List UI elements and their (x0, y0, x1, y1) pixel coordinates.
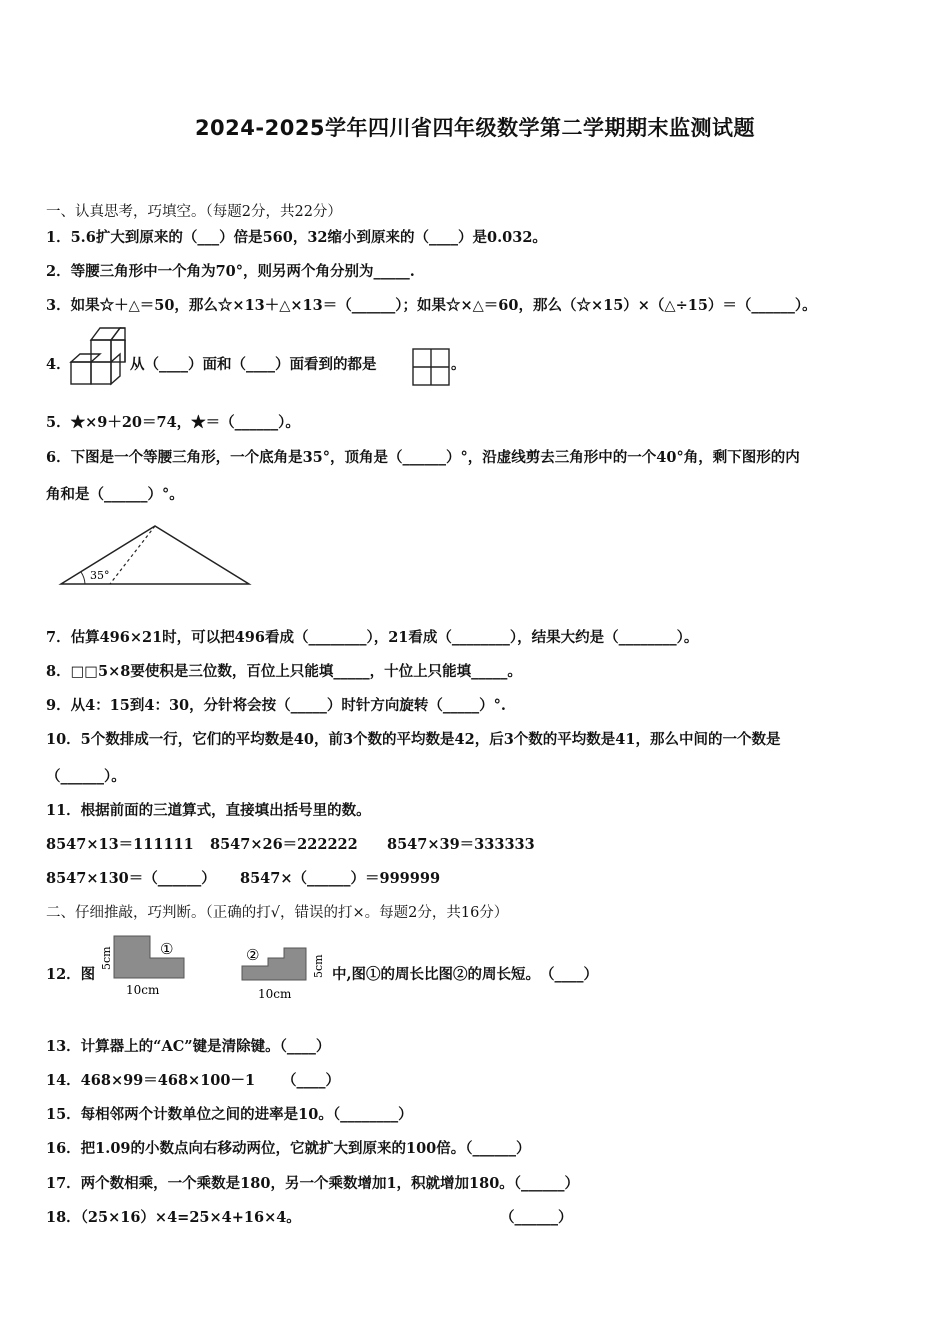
shape-1-label: ① (160, 940, 174, 958)
page-title: 2024-2025学年四川省四年级数学第二学期期末监测试题 (194, 116, 756, 140)
question-16: 16．把1.09的小数点向右移动两位，它就扩大到原来的100倍。（______） (46, 1140, 531, 1157)
shape-2-figure (236, 938, 332, 1004)
question-9: 9．从4：15到4：30，分针将会按（_____）时针方向旋转（_____）°. (46, 697, 506, 714)
question-4-text: 从（____）面和（____）面看到的都是 (130, 356, 377, 373)
shape-1-figure (96, 932, 196, 1002)
equation-row-1-b: 8547×26＝222222 (210, 836, 358, 853)
shape-1-height: 5cm (100, 946, 113, 970)
question-2: 2．等腰三角形中一个角为70°，则另两个角分别为_____. (46, 263, 415, 280)
question-14: 14．468×99＝468×100－1 (46, 1072, 256, 1089)
question-3: 3．如果☆＋△＝50，那么☆×13＋△×13＝（______）；如果☆×△＝60，那么（☆×15）×（△÷15）＝（______）。 (46, 297, 817, 314)
question-12-text: 中,图①的周长比图②的周长短。 （____） (332, 966, 599, 983)
equation-row-1-c: 8547×39＝333333 (387, 836, 535, 853)
equation-row-1-a: 8547×13＝111111 (46, 836, 194, 853)
section-2-header: 二、仔细推敲，巧判断。（正确的打√，错误的打×。每题2分，共16分） (46, 905, 509, 921)
question-12-number: 12．图 (46, 966, 96, 983)
question-1: 1．5.6扩大到原来的（___）倍是560，32缩小到原来的（____）是0.032。 (46, 229, 547, 246)
question-4 (46, 355, 71, 375)
angle-label: 35° (90, 569, 110, 582)
question-4-number: 4． (46, 356, 71, 373)
shape-1-width: 10cm (126, 983, 160, 997)
question-13: 13．计算器上的“AC”键是清除键。（____） (46, 1038, 331, 1055)
question-6-line-2: 角和是（______）°。 (46, 486, 184, 503)
question-17: 17．两个数相乘，一个乘数是180，另一个乘数增加1，积就增加180。（______） (46, 1175, 580, 1192)
question-5: 5．★×9＋20＝74，★＝（______）。 (46, 414, 300, 431)
question-18-answer: （______） (500, 1209, 573, 1226)
cube-stack-figure (68, 324, 130, 388)
isosceles-triangle-figure (58, 522, 254, 588)
question-14-answer: （____） (282, 1072, 340, 1089)
shape-2-height: 5cm (312, 954, 325, 978)
question-10-line-1: 10．5个数排成一行，它们的平均数是40，前3个数的平均数是42，后3个数的平均数是41，那么中间的一个数是 (46, 731, 781, 748)
question-15: 15．每相邻两个计数单位之间的进率是10。（________） (46, 1106, 413, 1123)
shape-2-width: 10cm (258, 987, 292, 1001)
equation-row-2-a: 8547×130＝（______） (46, 870, 216, 887)
question-8: 8．□□5×8要使积是三位数，百位上只能填_____，十位上只能填_____。 (46, 663, 522, 680)
square-grid-figure (412, 348, 450, 386)
question-10-line-2: （______）。 (46, 768, 126, 785)
question-18: 18．（25×16）×4=25×4+16×4。 (46, 1209, 301, 1226)
section-1-header: 一、认真思考，巧填空。（每题2分，共22分） (46, 204, 342, 220)
equation-row-2-b: 8547×（______）＝999999 (240, 870, 441, 887)
question-4-tail: 。 (451, 356, 466, 373)
question-7: 7．估算496×21时，可以把496看成（________），21看成（________），结果大约是（________）。 (46, 629, 699, 646)
question-6-line-1: 6．下图是一个等腰三角形，一个底角是35°，顶角是（______）°，沿虚线剪去三角形中的一个40°角，剩下图形的内 (46, 449, 800, 466)
shape-2-label: ② (246, 946, 260, 964)
question-11: 11．根据前面的三道算式，直接填出括号里的数。 (46, 802, 371, 819)
